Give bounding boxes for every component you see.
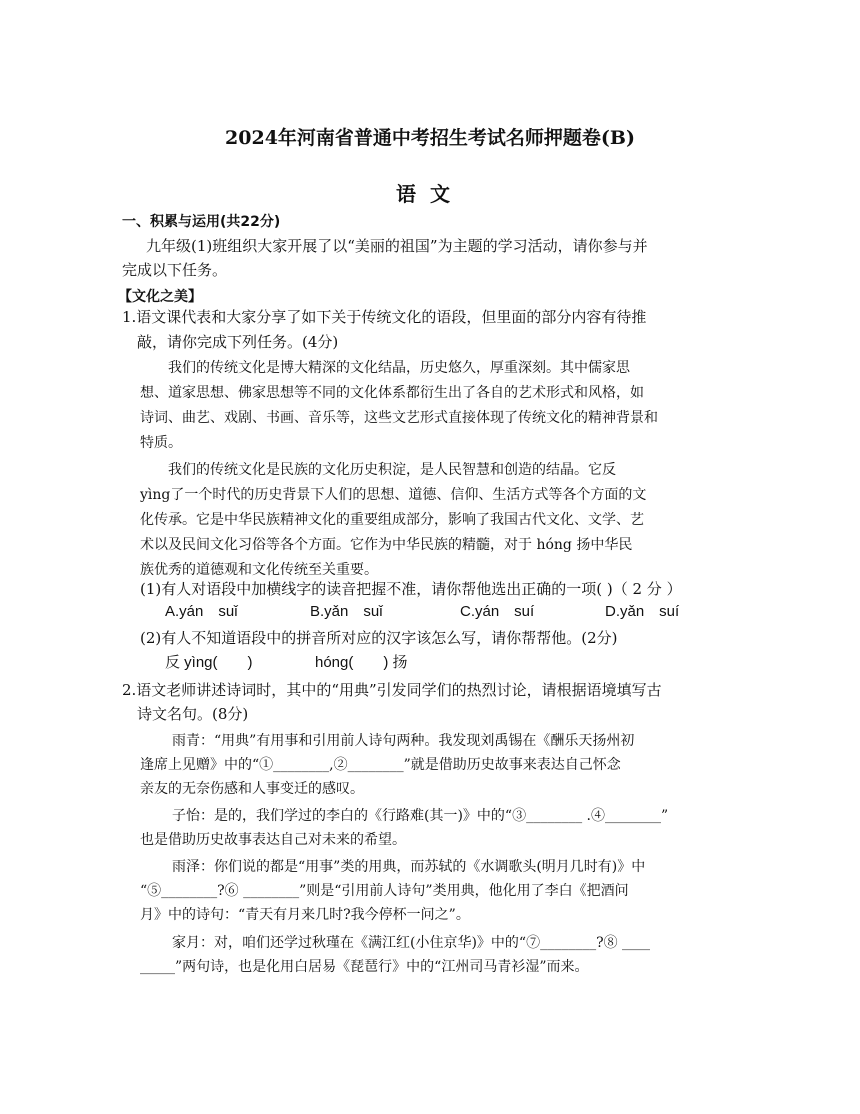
q2-p1-line: 雨青：“用典”有用事和引用前人诗句两种。我发现刘禹锡在《酬乐天扬州初 bbox=[172, 733, 635, 749]
q2-p4-line: _____”两句诗，也是化用白居易《琵琶行》中的“江州司马青衫湿”而来。 bbox=[140, 959, 589, 975]
q1-pinyin-1: 反 yìng( ) bbox=[165, 654, 253, 671]
q2-p2-line: 子怡：是的，我们学过的李白的《行路难(其一)》中的“③________ .④________” bbox=[172, 808, 669, 824]
q1-stem-1: 1.语文课代表和大家分享了如下关于传统文化的语段，但里面的部分内容有待推 bbox=[122, 308, 647, 326]
q1-option-b: B.yǎn suǐ bbox=[310, 603, 383, 620]
section-heading: 一、积累与运用(共22分) bbox=[122, 214, 281, 230]
q2-p3-line: 月》中的诗句：“青天有月来几时?我今停杯一问之”。 bbox=[140, 907, 470, 923]
q1-para2-line: 术以及民间文化习俗等各个方面。它作为中华民族的精髓，对于 hóng 扬中华民 bbox=[140, 537, 633, 553]
exam-title: 2024年河南省普通中考招生考试名师押题卷(B) bbox=[225, 127, 635, 149]
q2-stem-1: 2.语文老师讲述诗词时，其中的“用典”引发同学们的热烈讨论，请根据语境填写古 bbox=[122, 681, 662, 699]
q1-para2-line: 化传承。它是中华民族精神文化的重要组成部分，影响了我国古代文化、文学、艺 bbox=[140, 512, 644, 528]
sub-heading: 【文化之美】 bbox=[118, 289, 202, 305]
q1-pinyin-2: hóng( ) 扬 bbox=[315, 654, 408, 671]
intro-line-1: 九年级(1)班组织大家开展了以“美丽的祖国”为主题的学习活动，请你参与并 bbox=[146, 237, 648, 255]
q2-p4-line: 家月：对，咱们还学过秋瑾在《满江红(小住京华)》中的“⑦________?⑧ ____ bbox=[172, 935, 651, 951]
q2-p1-line: 逢席上见赠》中的“①________,②________”就是借助历史故事来表达自己怀念 bbox=[140, 757, 621, 773]
q1-sub2: (2)有人不知道语段中的拼音所对应的汉字该怎么写，请你帮帮他。(2分) bbox=[140, 629, 618, 647]
q1-stem-2: 敲，请你完成下列任务。(4分) bbox=[137, 333, 339, 351]
q1-para2-line: 我们的传统文化是民族的文化历史积淀，是人民智慧和创造的结晶。它反 bbox=[168, 462, 616, 478]
q1-option-d: D.yǎn suí bbox=[605, 603, 680, 620]
intro-line-2: 完成以下任务。 bbox=[122, 261, 228, 279]
q2-p1-line: 亲友的无奈伤感和人事变迁的感叹。 bbox=[140, 781, 364, 797]
q1-para2-line: 族优秀的道德观和文化传统至关重要。 bbox=[140, 562, 378, 578]
q1-sub1: (1)有人对语段中加横线字的读音把握不准，请你帮他选出正确的一项( )（ 2 分 ） bbox=[140, 580, 682, 598]
q2-p3-line: 雨泽：你们说的都是“用事”类的用典，而苏轼的《水调歌头(明月几时有)》中 bbox=[172, 859, 646, 875]
subject-title: 语文 bbox=[396, 182, 464, 206]
q2-p3-line: “⑤________?⑥ ________”则是“引用前人诗句”类用典，他化用了李白《把酒问 bbox=[140, 883, 629, 899]
q1-para1-line: 想、道家思想、佛家思想等不同的文化体系都衍生出了各自的艺术形式和风格，如 bbox=[140, 385, 644, 401]
q1-para1-line: 我们的传统文化是博大精深的文化结晶，历史悠久，厚重深刻。其中儒家思 bbox=[168, 360, 630, 376]
q2-stem-2: 诗文名句。(8分) bbox=[137, 705, 249, 723]
q1-option-a: A.yán suǐ bbox=[165, 603, 238, 620]
q1-para1-line: 特质。 bbox=[140, 435, 182, 451]
q1-para1-line: 诗词、曲艺、戏剧、书画、音乐等，这些文艺形式直接体现了传统文化的精神背景和 bbox=[140, 410, 658, 426]
q1-para2-line: yìng了一个时代的历史背景下人们的思想、道德、信仰、生活方式等各个方面的文 bbox=[140, 487, 647, 503]
q2-p2-line: 也是借助历史故事表达自己对未来的希望。 bbox=[140, 832, 406, 848]
q1-option-c: C.yán suí bbox=[460, 603, 535, 620]
